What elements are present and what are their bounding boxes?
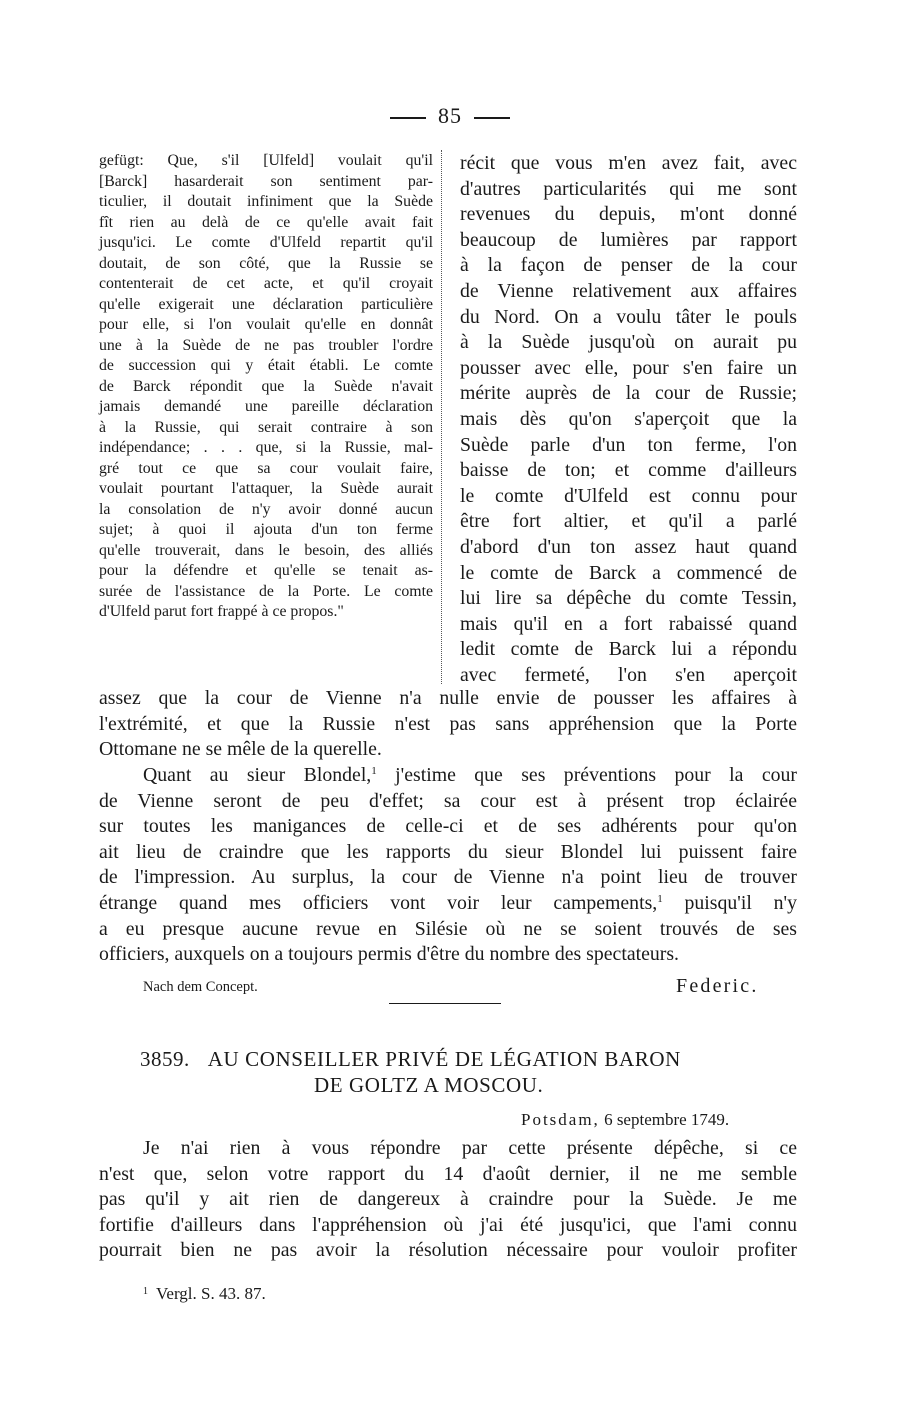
footnote-marker: 1 xyxy=(371,765,377,777)
signature: Federic. xyxy=(676,975,759,997)
text-line: doutait, de son côté, que la Russie se xyxy=(99,254,433,272)
source-note: Nach dem Concept. xyxy=(143,979,258,995)
letter-title-line-2: DE GOLTZ A MOSCOU. xyxy=(314,1073,544,1097)
page-number xyxy=(0,103,900,129)
text-line: [Barck] hasarderait son sentiment par- xyxy=(99,172,433,190)
text-line: qu'elle trouverait, dans le besoin, des alliés xyxy=(99,541,433,559)
text-line: lui lire sa dépêche du comte Tessin, xyxy=(460,587,797,610)
text-line: de Vienne seront de peu d'effet; sa cour est à présent trop éclairée xyxy=(99,789,797,812)
text-line: du Nord. On a voulu tâter le pouls xyxy=(460,305,797,328)
page-number-dash-right xyxy=(474,117,510,119)
column-divider xyxy=(441,150,442,684)
right-column-text xyxy=(460,151,797,688)
text-line: récit que vous m'en avez fait, avec xyxy=(460,152,797,174)
letter-title-line-1 xyxy=(140,1046,780,1072)
text-line: être fort altier, et qu'il a parlé xyxy=(460,510,797,533)
page-number-text: 85 xyxy=(438,103,462,128)
text-line: la consolation de n'y avoir donné aucun xyxy=(99,500,433,518)
text-line: ticulier, il doutait infiniment que la Suède xyxy=(99,193,433,210)
text-line: sur toutes les manigances de celle-ci et de ses adhérents pour qu'on xyxy=(99,815,797,838)
text-line: de l'impression. Au surplus, la cour de Vienne n'a point lieu de trouver xyxy=(99,866,797,889)
text-line: officiers, auxquels on a toujours permis d'être du nombre des spectateurs. xyxy=(99,943,679,966)
dateline xyxy=(521,1110,729,1130)
letter-number: 3859. xyxy=(140,1047,190,1071)
text-line: qu'elle exigerait une déclaration particulière xyxy=(99,295,433,313)
text-line: à la Suède jusqu'où on aurait pu xyxy=(460,331,797,354)
dateline-date: 6 septembre 1749. xyxy=(599,1110,730,1129)
letter-title-text-1: AU CONSEILLER PRIVÉ DE LÉGATION BARON xyxy=(207,1047,681,1071)
blondel-paragraph xyxy=(99,763,797,968)
text-line: à la façon de penser de la cour xyxy=(460,254,797,277)
text-line: le comte d'Ulfeld est connu pour xyxy=(460,484,797,507)
text-line: Suède parle d'un ton ferme, l'on xyxy=(460,433,797,456)
text-line: mais qu'il en a fort rabaissé quand xyxy=(460,612,797,635)
text-line: surée de l'assistance de la Porte. Le comte xyxy=(99,582,433,600)
text-line: beaucoup de lumières par rapport xyxy=(460,228,797,251)
text-line: ledit comte de Barck lui a répondu xyxy=(460,638,797,661)
text-line: baisse de ton; et comme d'ailleurs xyxy=(460,459,797,482)
text-line: pas qu'il y ait rien de dangereux à craindre pour la Suède. Je me xyxy=(99,1188,797,1211)
text-line: à la Russie, qui serait contraire à son xyxy=(99,418,433,436)
footnote xyxy=(143,1284,266,1304)
text-line: une à la Suède de ne pas troubler l'ordre xyxy=(99,336,433,354)
continuation-paragraph xyxy=(99,686,797,763)
text-line: gré tout ce que sa cour voulait faire, xyxy=(99,459,433,477)
text-line: le comte de Barck a commencé de xyxy=(460,561,797,584)
text-line: assez que la cour de Vienne n'a nulle envie de pousser les affaires à xyxy=(99,687,797,709)
text-line: Ottomane ne se mêle de la querelle. xyxy=(99,738,382,761)
left-column-quote xyxy=(99,151,433,623)
text-line: d'autres particularités qui me sont xyxy=(460,177,797,200)
text-line: voulait pourtant l'attaquer, la Suède aurait xyxy=(99,480,433,497)
text-line: pour la défendre et qu'elle se tenait as- xyxy=(99,562,433,579)
text-line: l'extrémité, et que la Russie n'est pas sans appréhension que la Porte xyxy=(99,712,797,735)
text-line: jamais demandé une pareille déclaration xyxy=(99,398,433,415)
footnote-marker: 1 xyxy=(143,1286,148,1297)
text-line: de Barck répondit que la Suède n'avait xyxy=(99,377,433,395)
text-line: ait lieu de craindre que les rapports du sieur Blondel lui puissent faire xyxy=(99,840,797,863)
text-line: d'Ulfeld parut fort frappé à ce propos." xyxy=(99,603,344,620)
footnote-text: Vergl. S. 43. 87. xyxy=(156,1284,266,1303)
text-line: Quant au sieur Blondel,$^1$ j'estime que ses préventions pour la cour xyxy=(143,764,797,786)
text-line: a eu presque aucune revue en Silésie où ne se soient trouvés de ses xyxy=(99,917,797,940)
text-line: mais dès qu'on s'aperçoit que la xyxy=(460,407,797,430)
text-line: jusqu'ici. Le comte d'Ulfeld repartit qu'il xyxy=(99,234,433,251)
text-line: de succession qui y était établi. Le comte xyxy=(99,357,433,374)
text-line: indépendance; . . . que, si la Russie, mal- xyxy=(99,439,433,456)
text-line: d'abord d'un ton assez haut quand xyxy=(460,535,797,558)
page-number-dash-left xyxy=(390,117,426,119)
text-line: mérite auprès de la cour de Russie; xyxy=(460,382,797,405)
text-line: sujet; à quoi il ajouta d'un ton ferme xyxy=(99,521,433,538)
dateline-place: Potsdam, xyxy=(521,1110,600,1129)
text-line: pourrait bien ne pas avoir la résolution nécessaire pour vouloir profiter xyxy=(99,1239,797,1262)
letter-body xyxy=(99,1136,797,1264)
text-line: fortifie d'ailleurs dans l'appréhension où j'ai été jusqu'ici, que l'ami connu xyxy=(99,1213,797,1236)
section-separator xyxy=(389,1003,501,1004)
text-line: contenterait de cet acte, et qu'il croyait xyxy=(99,275,433,292)
text-line: Je n'ai rien à vous répondre par cette présente dépêche, si ce xyxy=(143,1137,797,1159)
text-line: gefügt: Que, s'il [Ulfeld] voulait qu'il xyxy=(99,152,433,169)
text-line: revenues du depuis, m'ont donné xyxy=(460,203,797,226)
letter-heading xyxy=(140,1046,780,1098)
text-line: pousser avec elle, pour s'en faire un xyxy=(460,356,797,379)
footnote-marker: 1 xyxy=(657,892,663,905)
text-line: avec fermeté, l'on s'en aperçoit xyxy=(460,663,797,686)
text-line: de Vienne relativement aux affaires xyxy=(460,279,797,302)
text-line: pour elle, si l'on voulait qu'elle en donnât xyxy=(99,316,433,333)
text-line: étrange quand mes officiers vont voir leur campements,$^1$ puisqu'il n'y xyxy=(99,891,797,914)
text-line: n'est que, selon votre rapport du 14 d'août dernier, il ne me semble xyxy=(99,1162,797,1185)
text-line: fît rien au delà de ce qu'elle avait fait xyxy=(99,213,433,231)
